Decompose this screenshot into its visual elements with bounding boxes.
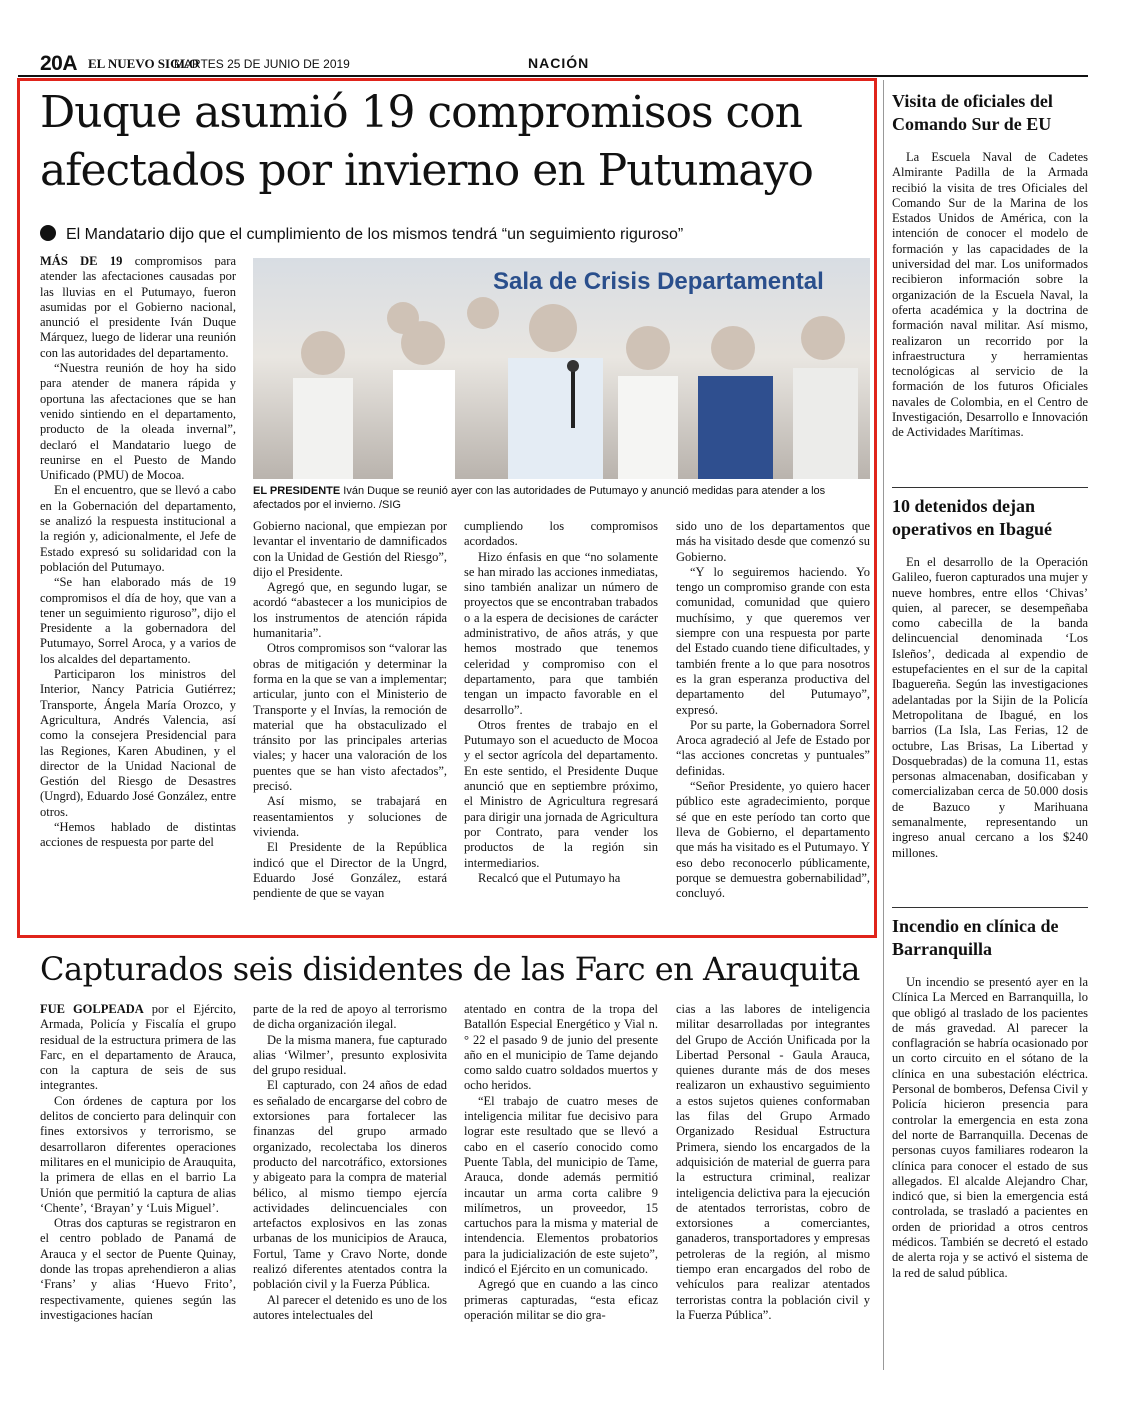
- second-col-3-p2: Agregó que en cuando a las cinco primeras capturadas, “esta eficaz operación militar se dio gra-: [464, 1277, 658, 1322]
- second-lead: FUE GOLPEADA: [40, 1002, 144, 1016]
- sidebar-story3-body: [892, 975, 1088, 1281]
- second-col-3-p0: atentado en contra de la tropa del Batallón Especial Energético y Vial n.° 22 el pasado 9 de junio del presente año en el municipio de Tame dejando como saldo cuatro soldados muertos y ocho heridos.: [464, 1002, 658, 1093]
- sidebar-divider: [883, 80, 884, 1370]
- main-col-4: [676, 519, 870, 901]
- bullet-icon: [40, 225, 56, 241]
- main-col-4-p3: “Señor Presidente, yo quiero hacer público este agradecimiento, porque sé que en este período tan corto que lleva de Gobierno, el departamento que más ha visitado es el Putumayo. Y eso debo reconocerlo públicamente, porque se demuestra gobernabilidad”, concluyó.: [676, 779, 870, 901]
- second-headline: Capturados seis disidentes de las Farc en Arauquita: [40, 950, 860, 988]
- main-col-1-p1: “Nuestra reunión de hoy ha sido para atender de manera rápida y oportuna las afectaciones que se han venido sintiendo en el departamento, producto de la oleada invernal”, declaró el Mandatario luego de reunirse en el Puesto de Mando Unificado (PMU) de Mocoa.: [40, 361, 236, 483]
- main-col-1-text0: compromisos para atender las afectaciones causadas por las lluvias en el Putumayo, fueron asumidas por el Gobierno nacional, anunció el presidente Iván Duque Márquez, luego de liderar una reunión con las autoridades del departamento.: [40, 254, 236, 360]
- second-col-2-p1: De la misma manera, fue capturado alias ‘Wilmer’, presunto explosivita del grupo residual.: [253, 1032, 447, 1078]
- second-col-1-p2: Otras dos capturas se registraron en el centro poblado de Panamá de Arauca y el sector de Puente Quinay, donde las tropas aprehendieron a alias ‘Frans’ y alias ‘Huevo Frito’, respectivamente, quienes según las investigaciones hacían: [40, 1216, 236, 1322]
- main-col-2-p3: Así mismo, se trabajará en reasentamientos y soluciones de vivienda.: [253, 794, 447, 839]
- second-col-1: [40, 1002, 236, 1323]
- sidebar-story2-body: [892, 555, 1088, 861]
- main-lead: MÁS DE 19: [40, 254, 123, 268]
- sidebar-story2-text: En el desarrollo de la Operación Galileo, fueron capturados una mujer y nueve hombres, entre ellos ‘Chivas’ quien, al parecer, se desempeñaba como cabecilla de la banda delincuencial denominada ‘Los Isleños’, dedicada al expendio de estupefacientes en el sur de la capital Ibaguereña. Según las investigaciones adelantadas por la Sijin de la Policía Metropolitana de Ibagué, en los barrios (La Isla, Las Ferias, 12 de octubre, Las Brisas, La Libertad y Dosquebradas) de la comuna 11, estas personas almacenaban, dosificaban y comercializaban cerca de 50.000 dosis de Bazuco y Marihuana semanalmente, representando un ingreso anual cercano a los $240 millones.: [892, 555, 1088, 860]
- main-col-2-p2: Otros compromisos son “valorar las obras de mitigación y determinar la forma en la que se van a implementar; articular, junto con el Ministerio de Transporte y el Invías, la remoción de material que ha obstaculizado el tránsito por las principales arterias viales; y hacer una valoración de los puentes que se han visto afectados”, precisó.: [253, 641, 447, 794]
- second-col-2-p3: Al parecer el detenido es uno de los autores intelectuales del: [253, 1292, 447, 1322]
- issue-date: MARTES 25 DE JUNIO DE 2019: [174, 57, 350, 71]
- sidebar-story1-body: [892, 150, 1088, 441]
- main-col-4-p0: sido uno de los departamentos que más ha visitado desde que comenzó su Gobierno.: [676, 519, 870, 564]
- masthead-rule: [18, 75, 1088, 77]
- main-headline: Duque asumió 19 compromisos con afectados por invierno en Putumayo: [40, 87, 813, 196]
- deck-text: El Mandatario dijo que el cumplimiento de los mismos tendrá “un seguimiento riguroso”: [66, 226, 684, 243]
- main-col-1-p3: “Se han elaborado más de 19 compromisos el día de hoy, que van a tener un seguimiento riguroso”, dijo el Presidente a la gobernadora del Putumayo, Sorrel Aroca, y a varios de los alcaldes del departamento.: [40, 575, 236, 666]
- main-col-2-p0: Gobierno nacional, que empiezan por levantar el inventario de damnificados con la Unidad de Gestión del Riesgo”, dijo el Presidente.: [253, 519, 447, 579]
- sidebar-story1-text: La Escuela Naval de Cadetes Almirante Padilla de la Armada recibió la visita de tres Oficiales del Comando Sur de la Marina de los Estados Unidos de América, con la intención de conocer el modelo de formación y las capacidades de la universidad del mar. Los uniformados recibieron información sobre la organización de la Escuela Naval, la oferta académica y la doctrina de formación naval militar. Así mismo, realizaron un recorrido por la infraestructura y herramientas tecnológicas al servicio de la formación de los futuros Oficiales navales de Colombia, en el Centro de Investigación, Desarrollo e Innovación de Actividades Marítimas.: [892, 150, 1088, 440]
- sidebar-story3-title: Incendio en clínica de Barranquilla: [892, 916, 1059, 959]
- main-deck: [40, 225, 870, 244]
- second-col-4-p0: cias a las labores de inteligencia militar desarrolladas por integrantes del Grupo de Acción Unificada por la Libertad Personal - Gaula Arauca, quienes durante más de dos meses realizaron un exhaustivo seguimiento a estos sujetos quienes conformaban las filas del Grupo Armado Organizado Residual Estructura Primera, siendo los encargados de la adquisición de material de guerra para la estructura criminal, realizar inteligencia delictiva para la ejecución de atentados terroristas, cobro de extorsiones a comerciantes, ganaderos, transportadores y empresas petroleras de la región, al mismo tiempo eran encargados del robo de vehículos para realizar atentados terroristas contra la población civil y la Fuerza Pública”.: [676, 1002, 870, 1322]
- main-col-2-p4: El Presidente de la República indicó que el Director de la Ungrd, Eduardo José González, estará pendiente de que se vayan: [253, 840, 447, 901]
- main-col-1-p0: [40, 254, 236, 361]
- main-col-2-p1: Agregó que, en segundo lugar, se acordó “abastecer a los municipios de los instrumentos de atención rápida humanitaria”.: [253, 580, 447, 641]
- sidebar-rule-1: [892, 487, 1088, 488]
- masthead: [40, 52, 1090, 74]
- main-col-3-p0: cumpliendo los compromisos acordados.: [464, 519, 658, 549]
- sidebar-rule-2: [892, 907, 1088, 908]
- caption-lead: EL PRESIDENTE: [253, 485, 341, 497]
- second-col-1-p0: [40, 1002, 236, 1094]
- second-col-3-p1: “El trabajo de cuatro meses de inteligencia militar fue decisivo para lograr este resultado que se llevó a cabo en el caserío conocido como Puente Tabla, del municipio de Tame, Arauca, donde además permitió incautar un arma corta calibre 9 milímetros, un proveedor, 15 cartuchos para la misma y material de intendencia. Elementos probatorios para la judicialización de este sujeto”, indicó el Ejército en un comunicado.: [464, 1093, 658, 1277]
- sidebar-story2-title: 10 detenidos dejan operativos en Ibagué: [892, 496, 1053, 539]
- second-col-4: [676, 1002, 870, 1323]
- photo-people-illustration: [253, 258, 870, 479]
- main-col-4-p1: “Y lo seguiremos haciendo. Yo tengo un compromiso grande con esta comunidad, comunidad que quiero muchísimo, y que queremos ver siempre con una respuesta por parte del Estado cuando tiene dificultades, y también frente a lo que para nosotros es la gran esperanza productiva del departamento del Putumayo”, expresó.: [676, 564, 870, 717]
- main-col-3: [464, 519, 658, 886]
- main-col-1: [40, 254, 236, 851]
- second-col-1-text0: por el Ejército, Armada, Policía y Fiscalía el grupo residual de la estructura primera de las Farc, en el departamento de Arauca, con la captura de seis de sus integrantes.: [40, 1002, 237, 1093]
- main-col-4-p2: Por su parte, la Gobernadora Sorrel Aroca agradeció al Jefe de Estado por “las acciones concretas y puntuales” definidas.: [676, 717, 870, 778]
- second-col-2-p0: parte de la red de apoyo al terrorismo de dicha organización ilegal.: [253, 1002, 447, 1032]
- second-col-2-p2: El capturado, con 24 años de edad es señalado de encargarse del cobro de extorsiones para fortalecer las finanzas del grupo armado organizado, recolectaba los dineros producto del narcotráfico, extorsiones y abigeato para la compra de material bélico, al mismo tiempo ejercía actividades delincuenciales con artefactos explosivos en las zonas urbanas de los municipios de Arauca, Fortul, Tame y Cravo Norte, donde realizó diferentes atentados contra la población civil y la Fuerza Pública.: [253, 1078, 447, 1292]
- sidebar-story3-text: Un incendio se presentó ayer en la Clínica La Merced en Barranquilla, lo que obligó al traslado de los pacientes de más gravedad. Al parecer la conflagración se habría ocasionado por un corto circuito en el sótano de la clínica en una subestación eléctrica. Personal de bomberos, Defensa Civil y Policía hicieron presencia para controlar la emergencia en esta zona del norte de Barranquilla. Decenas de personas cuyos familiares rodearon la clínica para conocer el estado de sus allegados. El alcalde Alejandro Char, indicó que, si bien la emergencia está controlada, se trasladó a pacientes en orden de prioridad a otros centros médicos. También se decretó el estado de alerta roja y se activó el sistema de la red de salud pública.: [892, 975, 1088, 1280]
- main-col-2: [253, 519, 447, 901]
- main-col-3-p3: Recalcó que el Putumayo ha: [478, 870, 621, 885]
- sidebar-story1-title: Visita de oficiales del Comando Sur de EU: [892, 91, 1053, 134]
- second-col-2: [253, 1002, 447, 1323]
- main-col-3-p2: Otros frentes de trabajo en el Putumayo son el acueducto de Mocoa y el sector agrícola del departamento. En este sentido, el Presidente Duque anunció que en septiembre próximo, el Ministro de Agricultura regresará para dirigir una jornada de Agricultura por Contrato, para vender los productos de la región sin intermediarios.: [464, 717, 658, 870]
- second-col-3: [464, 1002, 658, 1323]
- main-col-3-p1: Hizo énfasis en que “no solamente se han mirado las acciones inmediatas, sino también analizar un número de proyectos que se encontraban trabados o a la espera de decisiones de carácter administrativo, de años atrás, y que hemos mostrado que tenemos celeridad y compromiso con el departamento, para que también tengan un impacto favorable en el desarrollo”.: [464, 549, 658, 717]
- main-col-1-p4: Participaron los ministros del Interior, Nancy Patricia Gutiérrez; Transporte, Ángela María Orozco, y Agricultura, Andrés Valencia, así como la consejera Presidencial para las Regiones, Karen Abudinen, y el director de la Unidad Nacional de Gestión del Riesgo de Desastres (Ungrd), Eduardo José González, entre otros.: [40, 667, 236, 819]
- newspaper-brand: EL NUEVO SIGLO: [88, 56, 199, 71]
- main-col-1-p2: En el encuentro, que se llevó a cabo en la Gobernación del departamento, se analizó la respuesta institucional a la región y, adicionalmente, el Jefe de Estado expresó su solidaridad con la población del Putumayo.: [40, 483, 236, 574]
- page-number: 20A: [40, 52, 78, 75]
- photo-banner-text: Sala de Crisis Departamental: [493, 268, 824, 295]
- section-name: NACIÓN: [528, 55, 590, 71]
- main-col-1-p5: “Hemos hablado de distintas acciones de respuesta por parte del: [40, 819, 236, 850]
- photo-caption: [253, 484, 870, 512]
- news-photo: [253, 258, 870, 479]
- second-col-1-p1: Con órdenes de captura por los delitos de concierto para delinquir con fines extorsivos y terrorismo, se desarrollaron diferentes operaciones militares en el municipio de Arauquita, la primera de ellas en el barrio La Unión que permitió la captura de alias ‘Chente’, ‘Brayan’ y ‘Luis Miguel’.: [40, 1093, 236, 1215]
- caption-text: Iván Duque se reunió ayer con las autoridades de Putumayo y anunció medidas para atender a los afectados por el invierno. /SIG: [253, 485, 826, 511]
